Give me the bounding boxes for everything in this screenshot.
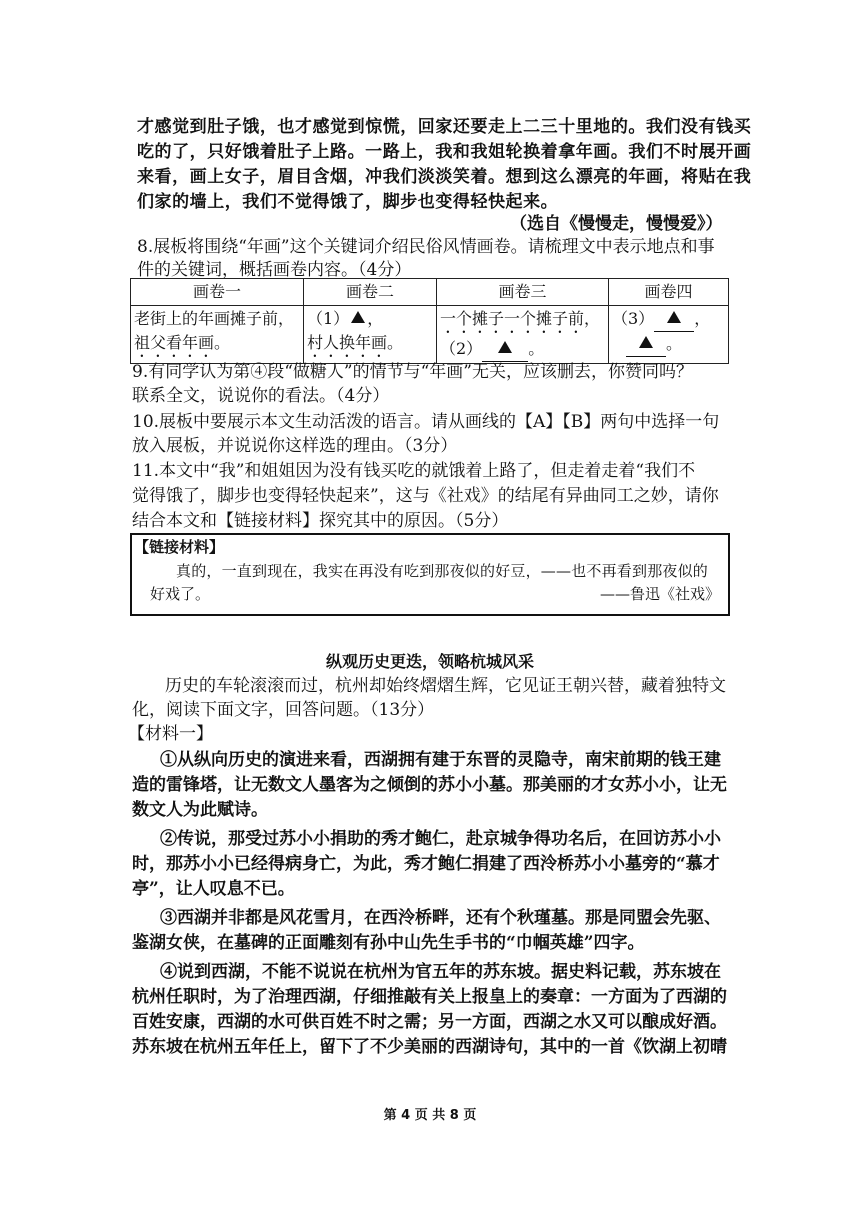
q11-line-1: 11.本文中“我”和姐姐因为没有钱买吃的就饿着上路了，但走着走着“我们不 (132, 461, 696, 481)
answer-blank-2[interactable] (482, 337, 528, 362)
paragraph-3-line-1: ③西湖并非都是风花雪月，在西泠桥畔，还有个秋瑾墓。那是同盟会先驱、 (160, 908, 721, 928)
paragraph-1-line-3: 数文人为此赋诗。 (132, 800, 268, 820)
scroll-2-line-1 (307, 307, 433, 331)
blank-label-1: （1） (307, 309, 350, 328)
answer-blank-3a[interactable] (654, 307, 694, 332)
table-header-row (131, 279, 729, 306)
table-header: 画卷一 (131, 279, 304, 306)
blank-label-2: （2） (440, 339, 483, 358)
scroll-2-cell (304, 306, 437, 364)
paragraph-4-line-2: 杭州任职时，为了治理西湖，仔细推敲有关上报皇上的奏章：一方面为了西湖的 (132, 987, 727, 1007)
paragraph-3-line-2: 鉴湖女侠，在墓碑的正面雕刻有孙中山先生手书的“巾帼英雄”四字。 (132, 933, 645, 953)
scroll-2-line-2: 村人换年画。 (307, 333, 404, 352)
blank-suffix: 。 (528, 339, 545, 358)
story-line-4: 们家的墙上，我们不觉得饿了，脚步也变得轻快起来。 (137, 192, 559, 212)
picture-scroll-table (130, 278, 729, 364)
q9-line-1: 9.有同学认为第④段“做糖人”的情节与“年画”无关，应该删去，你赞同吗？ (132, 362, 693, 382)
q10-line-1: 10.展板中要展示本文生动活泼的语言。请从画线的【A】【B】两句中选择一句 (132, 412, 720, 432)
blank-suffix: ， (367, 309, 384, 328)
paragraph-2-line-2: 时，那苏小小已经得病身亡，为此，秀才鲍仁捐建了西泠桥苏小小墓旁的“慕才 (132, 854, 720, 874)
q11-line-3: 结合本文和【链接材料】探究其中的原因。（5分） (132, 511, 509, 531)
link-material-title: 【链接材料】 (134, 538, 225, 556)
scroll-3-line-2 (440, 337, 605, 362)
q8-line-1: 8.展板将围绕“年画”这个关键词介绍民俗风情画卷。请梳理文中表示地点和事 (137, 237, 715, 257)
blank-suffix: ， (694, 309, 711, 328)
paragraph-4-line-4: 苏东坡在杭州五年任上，留下了不少美丽的西湖诗句，其中的一首《饮湖上初晴 (132, 1037, 727, 1057)
triangle-icon (639, 336, 653, 348)
paragraph-1-line-2: 造的雷锋塔，让无数文人墨客为之倾倒的苏小小墓。那美丽的才女苏小小，让无 (132, 775, 727, 795)
section-intro-line-2: 化，阅读下面文字，回答问题。（13分） (132, 700, 435, 720)
scroll-4-cell (609, 306, 729, 364)
table-header: 画卷四 (609, 279, 729, 306)
link-material-line-2: 好戏了。 (150, 585, 211, 603)
paragraph-4-line-3: 百姓安康，西湖的水可供百姓不时之需；另一方面，西湖之水又可以酿成好酒。 (132, 1012, 727, 1032)
scroll-3-cell (437, 306, 609, 364)
q10-line-2: 放入展板，并说说你这样选的理由。（3分） (132, 436, 458, 456)
triangle-icon (498, 341, 512, 353)
scroll-4-line-1 (612, 307, 725, 332)
scroll-4-line-2 (612, 332, 725, 357)
blank-label-3: （3） (612, 309, 655, 328)
table-row (131, 306, 729, 364)
triangle-icon (667, 311, 681, 323)
link-material-line-1: 真的，一直到现在，我实在再没有吃到那夜似的好豆，——也不再看到那夜似的 (176, 562, 709, 580)
section-title: 纵观历史更迭，领略杭城风采 (325, 652, 534, 671)
paragraph-4-line-1: ④说到西湖，不能不说说在杭州为官五年的苏东坡。据史料记载，苏东坡在 (160, 962, 721, 982)
paragraph-2-line-1: ②传说，那受过苏小小捐助的秀才鲍仁，赴京城争得功名后，在回访苏小小 (160, 829, 721, 849)
q8-line-2: 件的关键词，概括画卷内容。（4分） (137, 260, 412, 280)
paragraph-2-line-3: 亭”，让人叹息不已。 (132, 879, 295, 899)
material-one-label: 【材料一】 (128, 724, 213, 744)
scroll-3-line-1: 一个摊子一个摊子前， (440, 309, 601, 328)
paragraph-1-line-1: ①从纵向历史的演进来看，西湖拥有建于东晋的灵隐寺，南宋前期的钱王建 (160, 750, 721, 770)
link-material-source: ——鲁迅《社戏》 (600, 585, 721, 603)
scroll-1-line-1: 老街上的年画摊子前， (134, 309, 295, 328)
table-header: 画卷三 (437, 279, 609, 306)
story-source: （选自《慢慢走，慢慢爱》） (510, 214, 723, 234)
page-number: 第 4 页 共 8 页 (383, 1108, 477, 1123)
q11-line-2: 觉得饿了，脚步也变得轻快起来”，这与《社戏》的结尾有异曲同工之妙，请你 (132, 486, 719, 506)
table-header: 画卷二 (304, 279, 437, 306)
answer-blank-3b[interactable] (626, 332, 666, 357)
story-line-2: 吃的了，只好饿着肚子上路。一路上，我和我姐轮换着拿年画。我们不时展开画 (137, 142, 752, 162)
scroll-1-line-2: 祖父看年画。 (134, 333, 231, 352)
scroll-1-cell (131, 306, 304, 364)
story-line-1: 才感觉到肚子饿，也才感觉到惊慌，回家还要走上二三十里地的。我们没有钱买 (137, 117, 752, 137)
triangle-icon (351, 311, 365, 323)
story-line-3: 来看，画上女子，眉目含烟，冲我们淡淡笑着。想到这么漂亮的年画，将贴在我 (137, 167, 752, 187)
q9-line-2: 联系全文，说说你的看法。（4分） (132, 386, 390, 406)
blank-suffix: 。 (666, 334, 683, 353)
section-intro-line-1: 历史的车轮滚滚而过，杭州却始终熠熠生辉，它见证王朝兴替，藏着独特文 (165, 676, 726, 696)
